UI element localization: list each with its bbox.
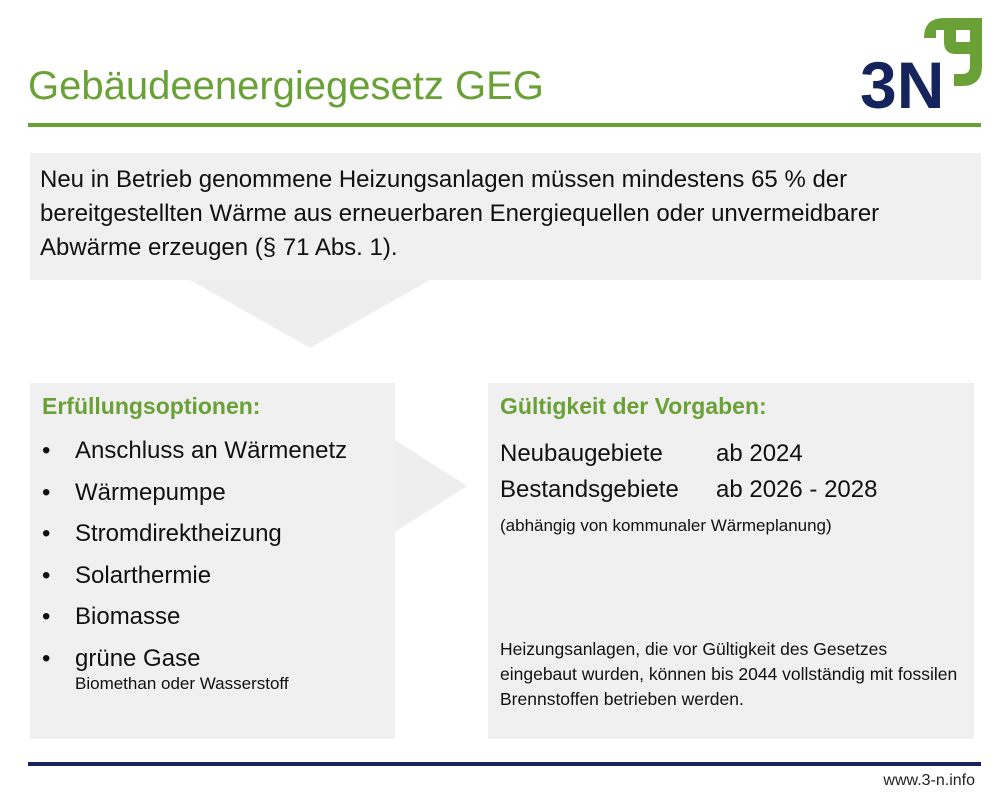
validity-label: Bestandsgebiete: [500, 476, 679, 503]
validity-heading: Gültigkeit der Vorgaben:: [500, 393, 767, 419]
option-label: Stromdirektheizung: [75, 520, 282, 547]
option-label: Biomasse: [75, 603, 181, 630]
validity-row-existing: [500, 475, 877, 505]
options-box: [30, 383, 395, 739]
options-list: [30, 436, 395, 693]
option-sublabel: Biomethan oder Wasserstoff: [75, 673, 289, 693]
option-label: Anschluss an Wärmenetz: [75, 437, 348, 464]
intro-text: Neu in Betrieb genommene Heizungsanlagen müssen mindestens 65 % der bereitgestellten Wärme aus erneuerbaren Energiequellen oder unvermeidbarer Abwärme erzeugen (§ 71 Abs. 1).: [40, 166, 880, 261]
list-item: [30, 436, 395, 478]
bullet: •: [42, 603, 51, 630]
validity-label: Neubaugebiete: [500, 440, 663, 467]
list-item: [30, 602, 395, 644]
validity-note: (abhängig von kommunaler Wärmeplanung): [500, 516, 832, 535]
bullet: •: [42, 561, 51, 589]
bullet: •: [42, 520, 51, 547]
validity-box: [488, 383, 974, 739]
validity-row-new: [500, 439, 803, 469]
page-title: Gebäudeenergiegesetz GEG: [28, 64, 544, 108]
bullet: •: [42, 644, 51, 672]
list-item: [30, 478, 395, 520]
arrow-right-shape: [395, 440, 467, 532]
intro-box: [30, 153, 981, 280]
bullet: •: [42, 437, 51, 464]
validity-value: ab 2026 - 2028: [716, 476, 878, 503]
title-divider: [28, 123, 981, 127]
3n-logo: [858, 14, 986, 114]
list-item: [30, 519, 395, 561]
option-label: Solarthermie: [75, 561, 212, 589]
logo-text: 3N: [860, 48, 945, 114]
options-heading: Erfüllungsoptionen:: [42, 393, 261, 419]
bullet: •: [42, 478, 51, 506]
option-label: grüne Gase: [75, 644, 201, 672]
list-item: [30, 644, 395, 693]
footer-divider: [28, 762, 981, 766]
list-item: [30, 561, 395, 603]
validity-value: ab 2024: [716, 440, 803, 467]
legacy-note: Heizungsanlagen, die vor Gültigkeit des Gesetzes eingebaut wurden, können bis 2044 vollständig mit fossilen Brennstoffen betrieben werden.: [500, 639, 958, 709]
footer-url[interactable]: www.3-n.info: [883, 772, 975, 789]
arrow-down-shape: [190, 280, 430, 348]
option-label: Wärmepumpe: [75, 478, 226, 506]
